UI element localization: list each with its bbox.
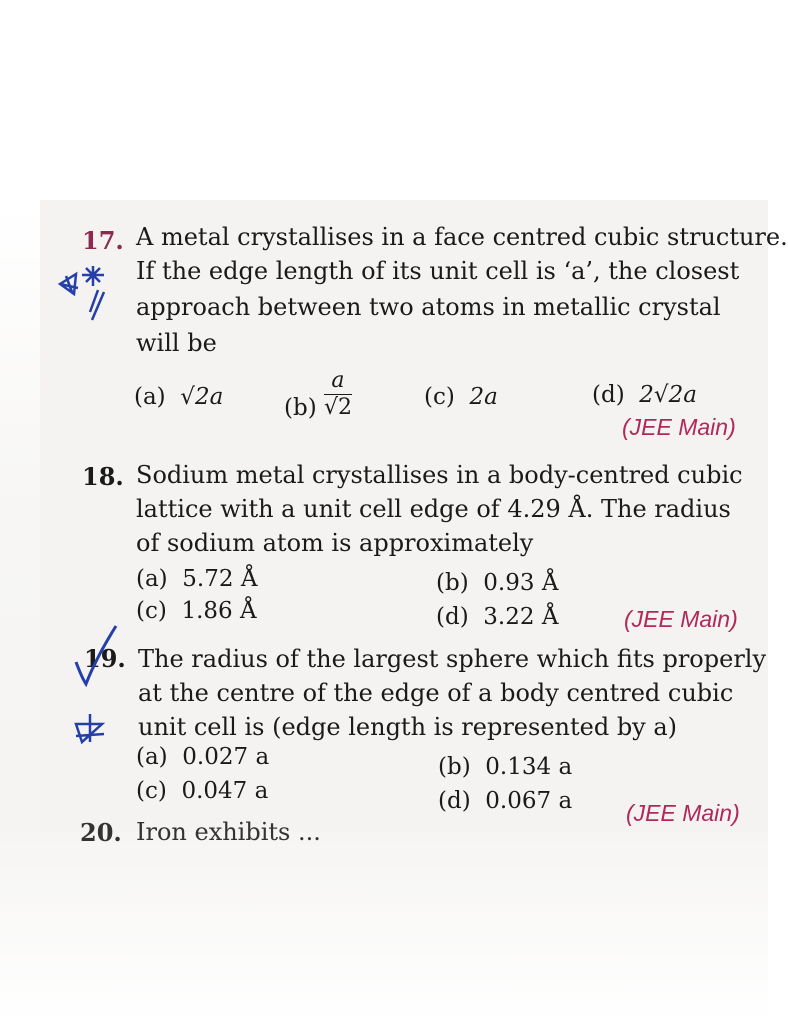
cutoff-number: 20. [80,818,122,847]
question-17-line-1: A metal crystallises in a face centred cubic structure. [136,223,788,251]
question-19-option-b [438,752,572,782]
question-17-option-c [424,382,498,412]
option-value: 0.047 a [181,778,269,804]
option-label: (d) [438,788,471,814]
question-19-number: 19. [84,644,126,673]
question-19-source: (JEE Main) [626,800,740,826]
option-value: 0.134 a [485,754,573,780]
option-label: (c) [424,384,455,410]
question-17-line-2: If the edge length of its unit cell is ‘a’, the closest [136,257,740,285]
option-value: 3.22 Å [483,604,559,630]
question-19-line-3: unit cell is (edge length is represented by a) [138,713,678,741]
option-label: (b) [436,570,469,596]
star-pen-mark-icon [70,712,110,746]
question-17-source: (JEE Main) [622,414,736,440]
question-17-line-4: will be [136,329,217,357]
option-value: 2a [469,384,498,410]
option-value: 1.86 Å [181,598,257,624]
question-19-option-a [136,742,269,772]
option-label: (c) [136,598,167,624]
option-label: (d) [436,604,469,630]
question-18-option-a [136,564,257,594]
option-label: (a) [136,566,168,592]
question-19-line-2: at the centre of the edge of a body centred cubic [138,679,734,707]
option-label: (d) [592,382,625,408]
question-18-option-c [136,596,257,626]
question-19-line-1: The radius of the largest sphere which fits properly [138,645,767,673]
cutoff-text: Iron exhibits ... [136,818,321,846]
fraction-denominator: √2 [323,395,352,420]
option-label: (b) [438,754,471,780]
question-17-option-d [592,380,697,410]
option-label: (a) [134,384,166,410]
question-18-number: 18. [82,462,124,491]
question-18-option-d [436,602,558,632]
option-fraction [324,368,352,421]
option-label: (b) [284,394,317,421]
option-value: 2√2a [639,382,697,408]
option-value: 5.72 Å [182,566,258,592]
star-pen-mark-icon [52,262,116,328]
question-17-option-b [284,370,352,423]
option-value: 0.93 Å [483,570,559,596]
fraction-numerator: a [324,368,352,395]
checkmark-pen-icon [74,622,124,688]
question-18-source: (JEE Main) [624,606,738,632]
question-17-option-a [134,382,223,412]
question-18-line-3: of sodium atom is approximately [136,529,534,557]
option-value: √2a [180,384,224,410]
option-label: (c) [136,778,167,804]
question-19-option-c [136,776,268,806]
option-value: 0.067 a [485,788,573,814]
option-label: (a) [136,744,168,770]
next-question-cutoff [40,818,340,847]
question-19-option-d [438,786,572,816]
question-17-line-3: approach between two atoms in metallic crystal [136,293,721,321]
question-17-number: 17. [82,226,124,255]
question-18-line-2: lattice with a unit cell edge of 4.29 Å. The radius [136,495,731,523]
option-value: 0.027 a [182,744,270,770]
question-18-line-1: Sodium metal crystallises in a body-centred cubic [136,461,743,489]
question-18-option-b [436,568,558,598]
